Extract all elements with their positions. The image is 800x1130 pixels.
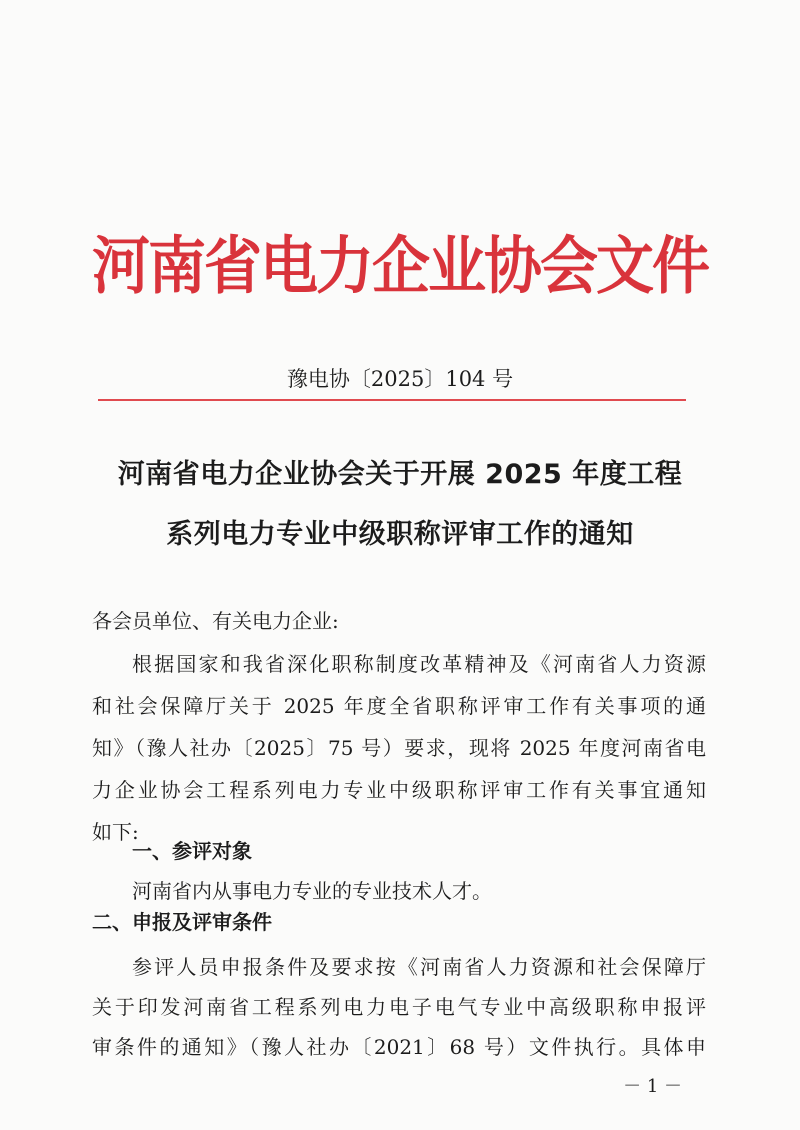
intro-line: 知》（豫人社办〔2025〕75 号）要求，现将 2025 年度河南省电: [92, 736, 706, 760]
section-1-text: 河南省内从事电力专业的专业技术人才。: [132, 879, 492, 903]
red-divider-line: [98, 399, 686, 401]
section-2-line: 审条件的通知》（豫人社办〔2021〕68 号）文件执行。具体申: [92, 1035, 706, 1059]
section-2-line: 关于印发河南省工程系列电力电子电气专业中高级职称申报评: [92, 995, 706, 1019]
notice-title-line-1: 河南省电力企业协会关于开展 2025 年度工程: [117, 459, 683, 490]
intro-line: 力企业协会工程系列电力专业中级职称评审工作有关事宜通知: [92, 778, 706, 802]
section-2-line: 参评人员申报条件及要求按《河南省人力资源和社会保障厅: [132, 955, 706, 979]
masthead-title: 河南省电力企业协会文件: [91, 229, 708, 303]
intro-line: 根据国家和我省深化职称制度改革精神及《河南省人力资源: [132, 652, 706, 676]
section-1-heading: 一、参评对象: [132, 839, 252, 863]
salutation: 各会员单位、有关电力企业:: [92, 609, 339, 633]
document-number: 豫电协〔2025〕104 号: [286, 367, 514, 391]
page-number: － 1 －: [623, 1076, 682, 1097]
intro-line: 和社会保障厅关于 2025 年度全省职称评审工作有关事项的通: [92, 694, 706, 718]
intro-line: 如下:: [92, 820, 139, 844]
section-2-heading: 二、申报及评审条件: [92, 910, 272, 934]
notice-title-line-2: 系列电力专业中级职称评审工作的通知: [166, 519, 634, 550]
